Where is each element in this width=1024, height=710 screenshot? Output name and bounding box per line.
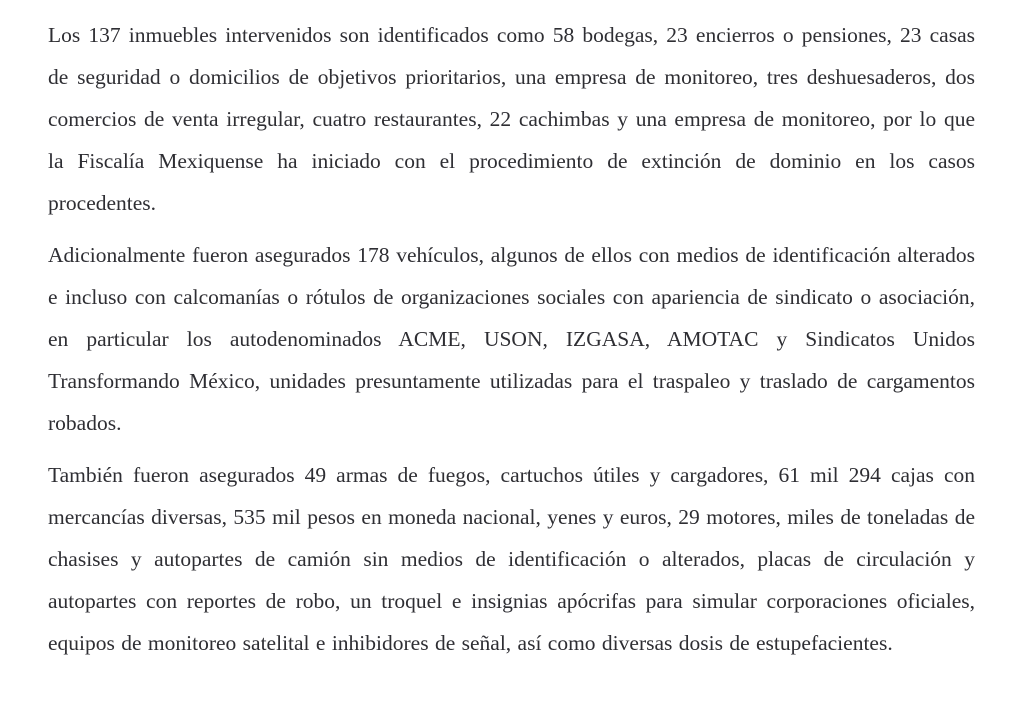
paragraph-inmuebles: Los 137 inmuebles intervenidos son identificados como 58 bodegas, 23 encierros o pensiones, 23 casas de seguridad o domicilios de objetivos prioritarios, una empresa de monitoreo, tres deshuesaderos, dos comercios de venta irregular, cuatro restaurantes, 22 cachimbas y una empresa de monitoreo, por lo que la Fiscalía Mexiquense ha iniciado con el procedimiento de extinción de dominio en los casos procedentes. — [48, 23, 975, 215]
paragraph-vehiculos: Adicionalmente fueron asegurados 178 vehículos, algunos de ellos con medios de identificación alterados e incluso con calcomanías o rótulos de organizaciones sociales con apariencia de sindicato o asociación, en particular los autodenominados ACME, USON, IZGASA, AMOTAC y Sindicatos Unidos Transformando México, unidades presuntamente utilizadas para el traspaleo y traslado de cargamentos robados. — [48, 243, 975, 435]
paragraph-aseguramientos: También fueron asegurados 49 armas de fuegos, cartuchos útiles y cargadores, 61 mil 294 cajas con mercancías diversas, 535 mil pesos en moneda nacional, yenes y euros, 29 motores, miles de toneladas de chasises y autopartes de camión sin medios de identificación o alterados, placas de circulación y autopartes con reportes de robo, un troquel e insignias apócrifas para simular corporaciones oficiales, equipos de monitoreo satelital e inhibidores de señal, así como diversas dosis de estupefacientes. — [48, 463, 975, 655]
